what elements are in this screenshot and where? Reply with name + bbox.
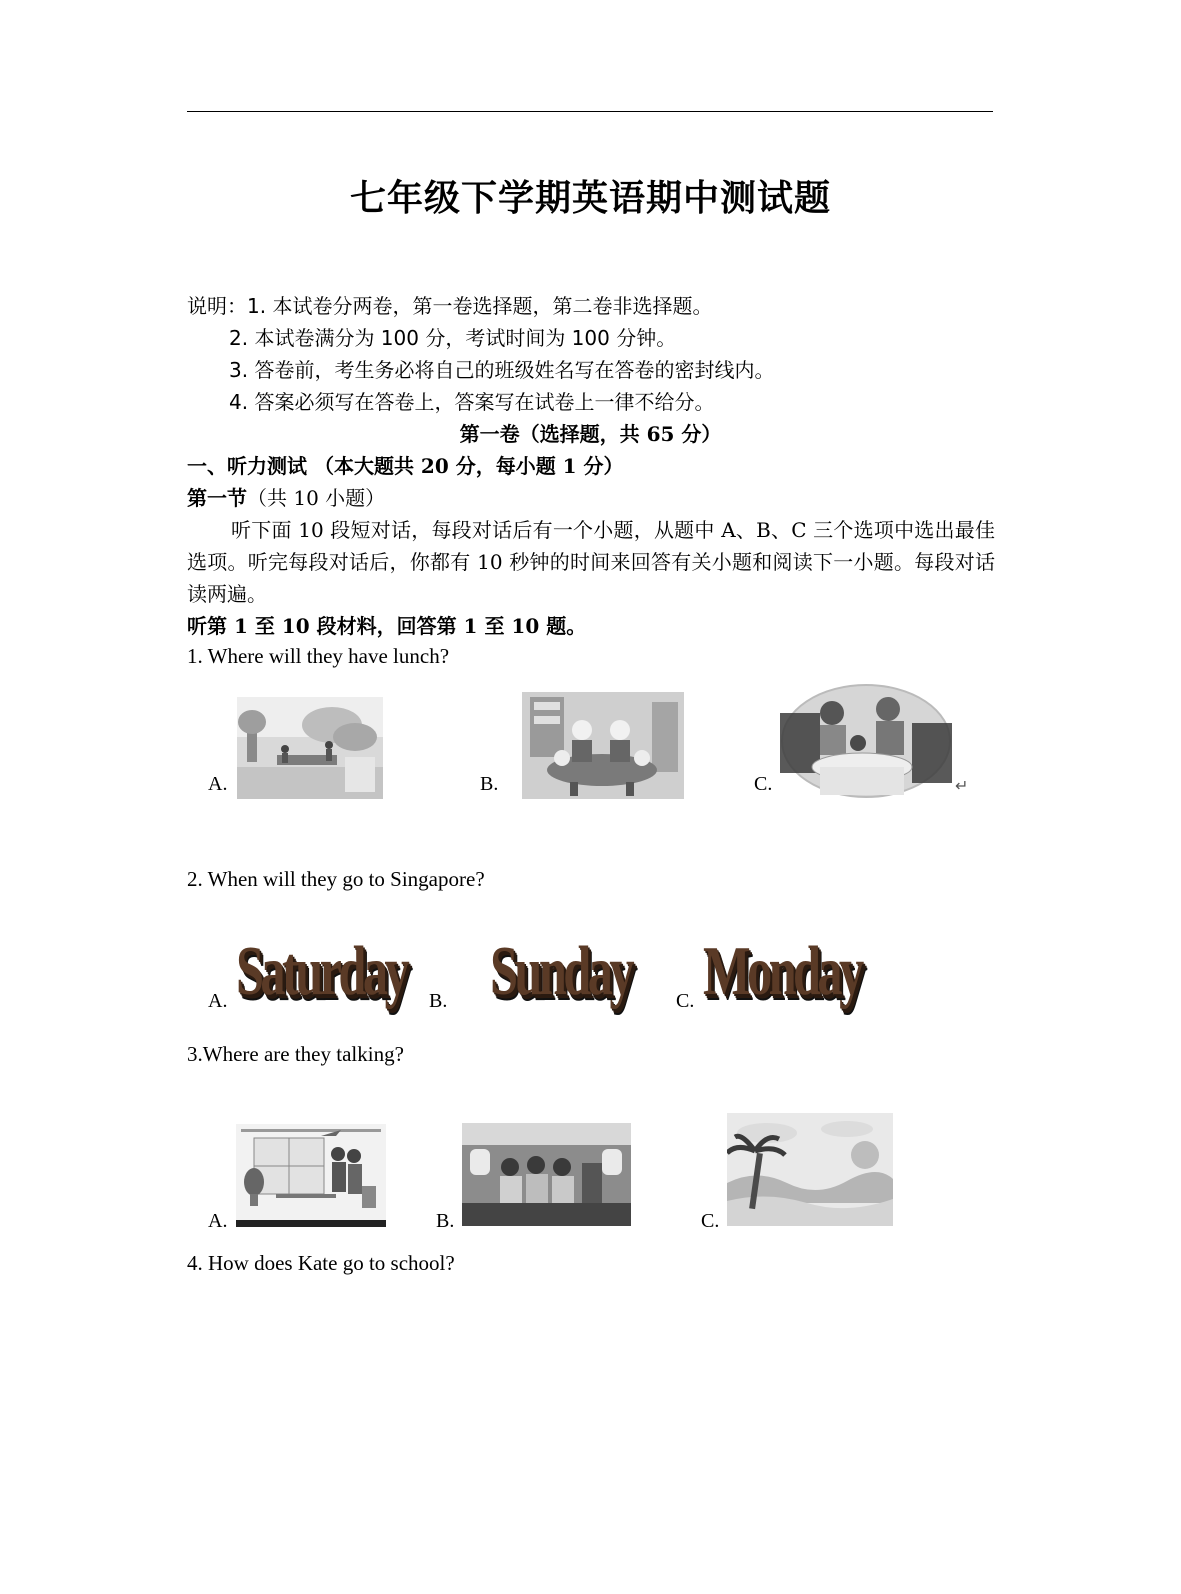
q2-option-b-label: B.: [429, 990, 448, 1012]
question-3: 3.Where are they talking?: [187, 1042, 404, 1066]
question-2: 2. When will they go to Singapore?: [187, 867, 485, 891]
instructions: 听下面 10 段短对话，每段对话后有一个小题，从题中 A、B、C 三个选项中选出最佳选项。听完每段对话后，你都有 10 秒钟的时间来回答有关小题和阅读下一小题。每段对话读两遍。: [187, 518, 995, 606]
q1-option-a-park-image: [237, 697, 383, 799]
notes-prefix: 说明：: [187, 294, 247, 318]
page-title: 七年级下学期英语期中测试题: [349, 178, 831, 219]
volume-heading: 第一卷（选择题，共 65 分）: [459, 422, 722, 446]
note-item-4: 4. 答案必须写在答卷上，答案写在试卷上一律不给分。: [229, 390, 715, 414]
part-heading: [187, 484, 385, 512]
question-4: 4. How does Kate go to school?: [187, 1251, 455, 1275]
note-item-2: 2. 本试卷满分为 100 分，考试时间为 100 分钟。: [229, 326, 677, 350]
q1-option-a-label: A.: [208, 773, 228, 795]
q3-option-a-airport-image: [236, 1124, 386, 1227]
q2-option-c-label: C.: [676, 990, 695, 1012]
q2-option-a-label: A.: [208, 990, 228, 1012]
q1-option-c-dining-couple-image: [780, 683, 952, 799]
q3-option-b-airplane-cabin-image: [462, 1123, 631, 1226]
question-1: 1. Where will they have lunch?: [187, 644, 450, 668]
q3-option-c-label: C.: [701, 1210, 720, 1232]
q1-option-b-restaurant-image: [522, 692, 684, 799]
q2-option-b-word: Sunday: [490, 933, 631, 1010]
header-rule: [187, 111, 993, 112]
notes-line-1: [187, 292, 712, 320]
q2-option-a-word: Saturday: [236, 933, 407, 1010]
q3-option-a-label: A.: [208, 1210, 228, 1232]
section-heading: 一、听力测试 （本大题共 20 分，每小题 1 分）: [187, 454, 624, 478]
listen-heading: 听第 1 至 10 段材料，回答第 1 至 10 题。: [187, 614, 587, 638]
q1-paragraph-mark: ↵: [955, 778, 969, 795]
q3-option-c-beach-image: [727, 1113, 893, 1226]
q1-option-b-label: B.: [480, 773, 499, 795]
q1-option-c-label: C.: [754, 773, 773, 795]
q3-option-b-label: B.: [436, 1210, 455, 1232]
part-count: （共 10 小题）: [247, 486, 386, 510]
note-item-3: 3. 答卷前，考生务必将自己的班级姓名写在答卷的密封线内。: [229, 358, 775, 382]
part-label: 第一节: [187, 486, 247, 510]
note-item-1: 1. 本试卷分两卷，第一卷选择题，第二卷非选择题。: [247, 294, 713, 318]
q2-option-c-word: Monday: [703, 933, 861, 1010]
